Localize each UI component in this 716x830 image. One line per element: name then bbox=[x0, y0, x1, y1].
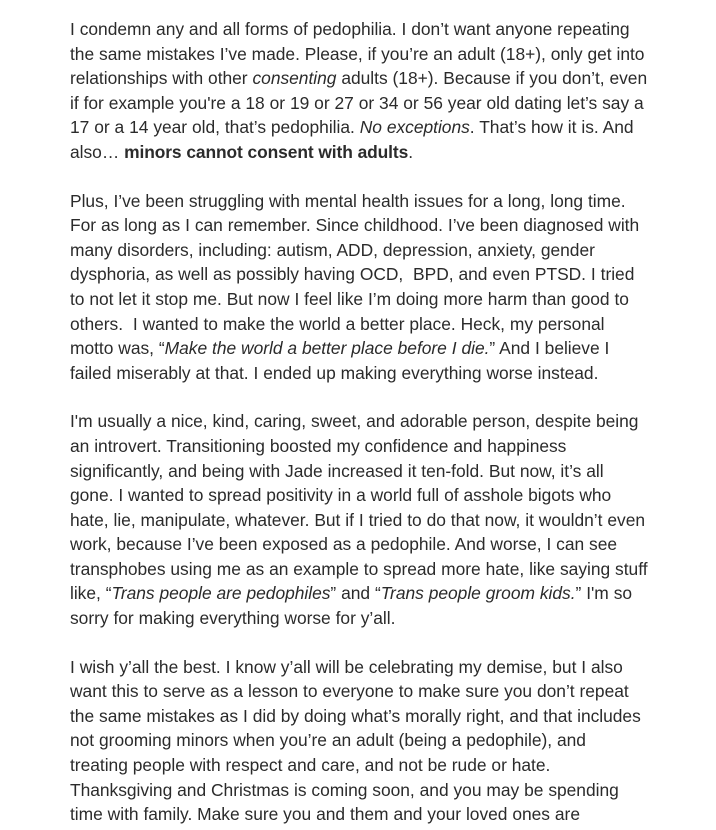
text-run-italic: consenting bbox=[252, 68, 337, 89]
text-run-regular: I'm usually a nice, kind, caring, sweet, and adorable person, despite being an introvert. Transitioning boosted my confidence and happiness significantly, and being with Jade increased it ten-fold. But now, it’s all gone. I wanted to spread positivity in a world full of asshole bigots who hate, lie, manipulate, whatever. But if I tried to do that now, it wouldn’t even work, because I’ve been exposed as a pedophile. And worse, I can see transphobes using me as an example to spread more hate, like saying stuff like, “ bbox=[70, 411, 653, 604]
paragraph-3 bbox=[70, 409, 653, 630]
text-run-regular: Plus, I’ve been struggling with mental health issues for a long, long time. For as long as I can remember. Since childhood. I’ve been diagnosed with many disorders, including: autism, ADD, depression, anxiety, gender dysphoria, as well as possibly having OCD, BPD, and even PTSD. I tried to not let it stop me. But now I feel like I’m doing more harm than good to others. I wanted to make the world a better place. Heck, my personal motto was, “ bbox=[70, 190, 645, 359]
text-run-italic: Make the world a better place before I die. bbox=[164, 338, 490, 359]
text-run-italic: Trans people are pedophiles bbox=[111, 583, 331, 604]
text-run-regular: ” And I believe I failed miserably at that. I ended up making everything worse instead. bbox=[70, 338, 615, 383]
document-body bbox=[70, 17, 653, 827]
text-run-regular: ” I'm so sorry for making everything worse for y’all. bbox=[70, 583, 637, 629]
paragraph-1 bbox=[70, 17, 653, 165]
text-run-regular: ” and “ bbox=[330, 583, 381, 604]
text-run-regular: I wish y’all the best. I know y’all will be celebrating my demise, but I also want this to serve as a lesson to everyone to make sure you don’t repeat the same mistakes as I did by doing what’s morally right, and that includes not grooming minors when you’re an adult (being a pedophile), and treating people with respect and care, and not be rude or hate. Thanksgiving and Christmas is coming soon, and you may be spending time with family. Make sure you and them and your loved ones are bbox=[70, 656, 646, 825]
paragraph-4 bbox=[70, 655, 648, 827]
text-run-regular: . That’s how it is. And also… bbox=[70, 117, 639, 162]
paragraph-2 bbox=[70, 189, 648, 386]
text-run-bold: minors cannot consent with adults bbox=[124, 141, 409, 162]
text-run-regular: . bbox=[408, 141, 413, 162]
text-run-italic: Trans people groom kids. bbox=[380, 583, 576, 604]
text-run-italic: No exceptions bbox=[359, 117, 470, 138]
text-run-regular: adults (18+). Because if you don’t, even if for example you're a 18 or 19 or 27 or 34 or 56 year old dating let’s say a 17 or a 14 year old, that’s pedophilia. bbox=[70, 68, 653, 138]
text-run-regular: I condemn any and all forms of pedophilia. I don’t want anyone repeating the same mistakes I’ve made. Please, if you’re an adult (18+), only get into relationships with other bbox=[70, 19, 650, 89]
